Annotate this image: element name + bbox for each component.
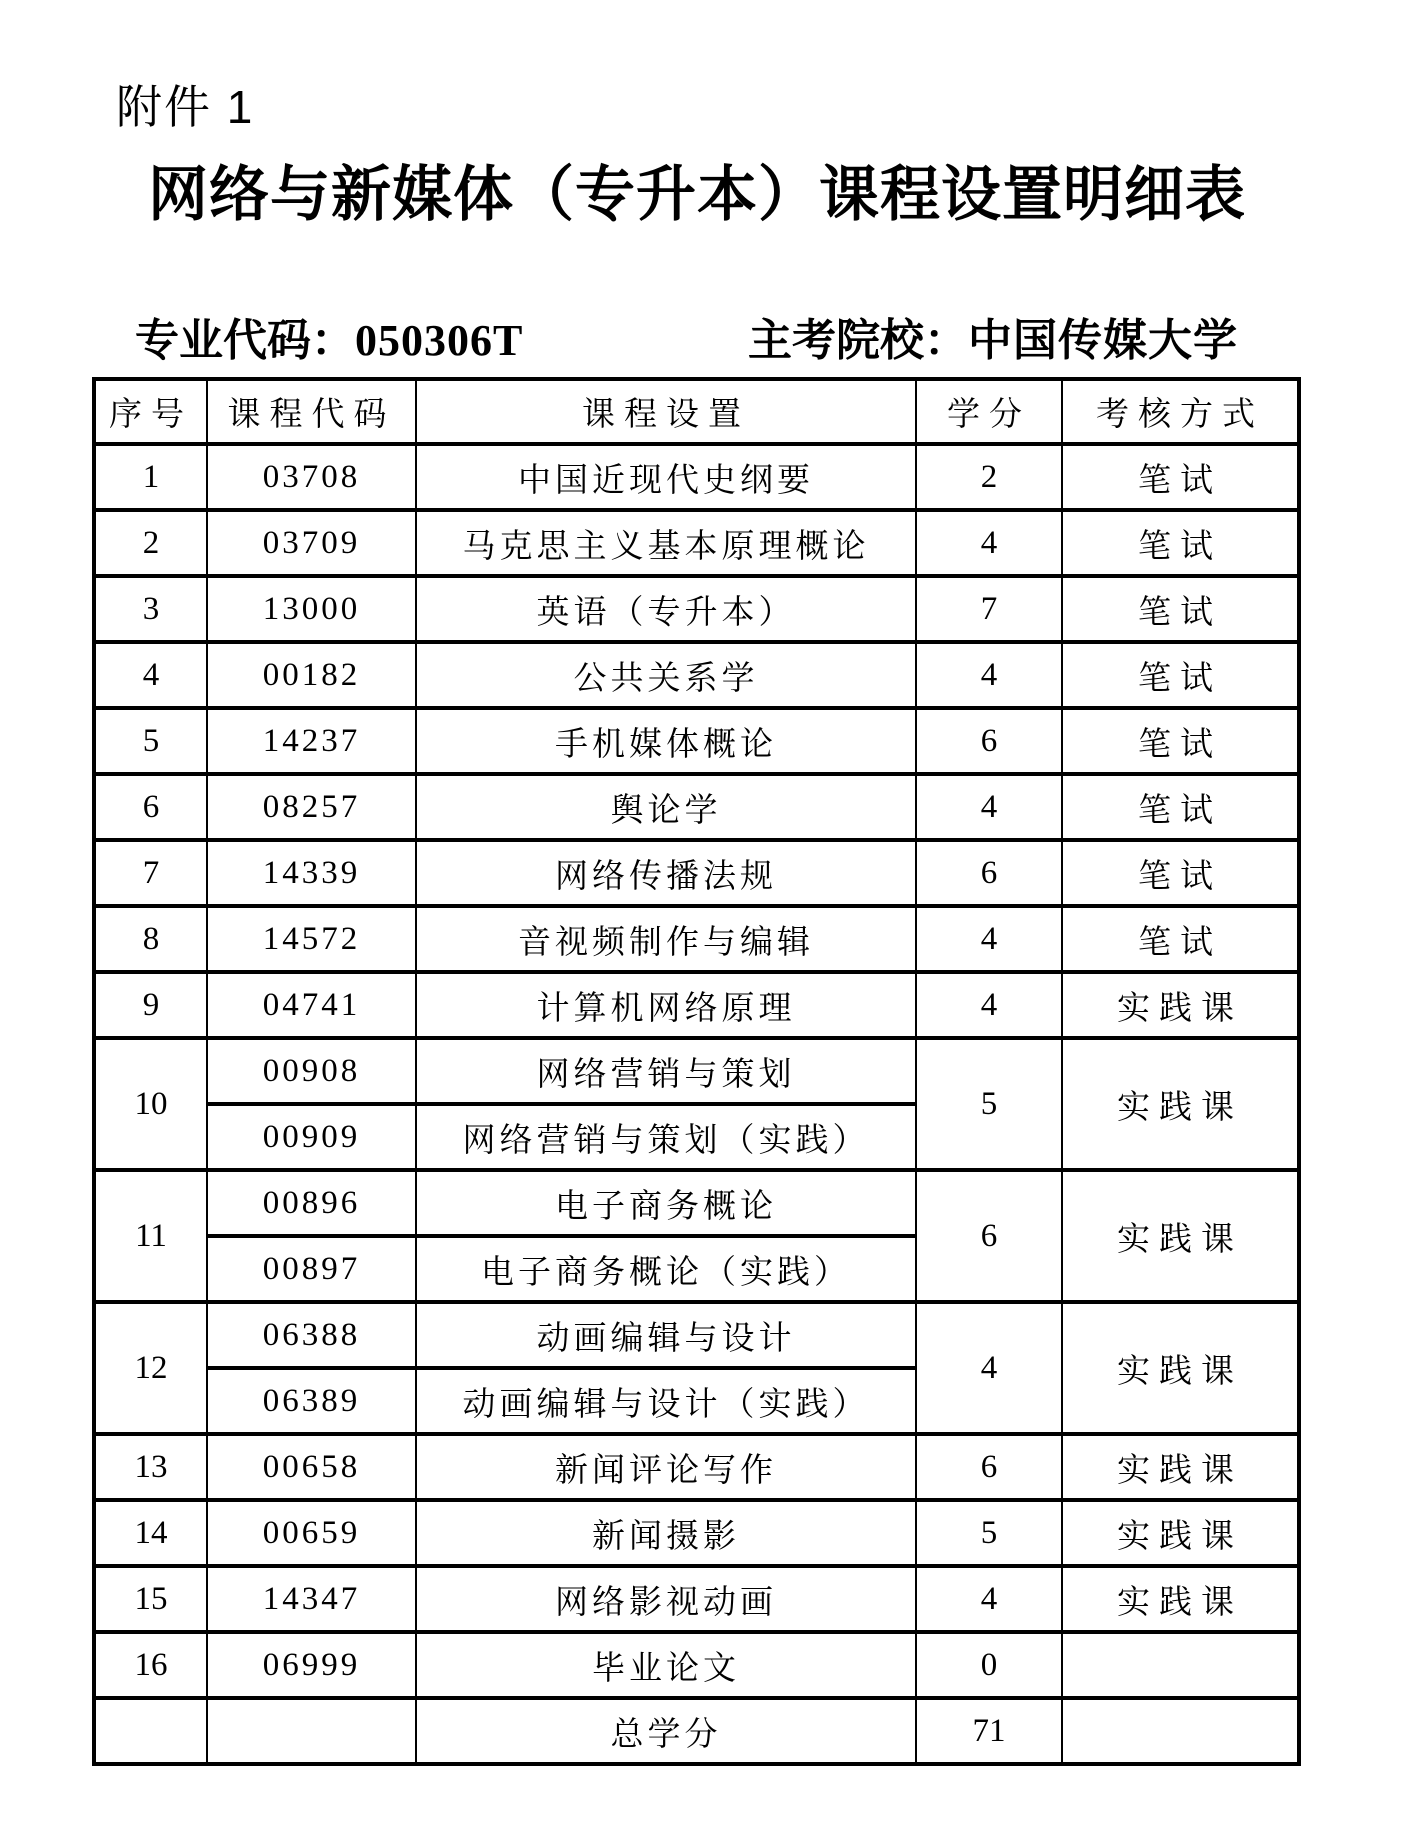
row-number-cell: 4: [94, 642, 207, 708]
credits-cell: 6: [916, 1170, 1062, 1302]
row-number-cell: 2: [94, 510, 207, 576]
major-code: [135, 316, 523, 366]
row-number-cell: 14: [94, 1500, 207, 1566]
table-row: [94, 1698, 1299, 1764]
header-cell-credits: 学分: [916, 379, 1062, 444]
credits-cell: 0: [916, 1632, 1062, 1698]
credits-cell: 6: [916, 840, 1062, 906]
course-name-cell: 手机媒体概论: [416, 708, 916, 774]
assessment-method-cell: 笔试: [1062, 840, 1299, 906]
assessment-method-cell: [1062, 1632, 1299, 1698]
course-code-cell: 06389: [207, 1368, 416, 1434]
meta-line: [0, 316, 1405, 366]
course-code-cell: 00658: [207, 1434, 416, 1500]
table-row: [94, 840, 1299, 906]
credits-cell: 6: [916, 1434, 1062, 1500]
table-row: [94, 510, 1299, 576]
credits-cell: 4: [916, 906, 1062, 972]
table-row: [94, 642, 1299, 708]
row-number-cell: 1: [94, 444, 207, 510]
row-number-cell: 16: [94, 1632, 207, 1698]
assessment-method-cell: 笔试: [1062, 444, 1299, 510]
assessment-method-cell: 实践课: [1062, 1038, 1299, 1170]
course-code-cell: 06388: [207, 1302, 416, 1368]
assessment-method-cell: 笔试: [1062, 774, 1299, 840]
row-number-cell: 12: [94, 1302, 207, 1434]
course-name-cell: 舆论学: [416, 774, 916, 840]
table-row: [94, 1434, 1299, 1500]
course-code-cell: 14237: [207, 708, 416, 774]
table-row: [94, 972, 1299, 1038]
row-number-cell: 13: [94, 1434, 207, 1500]
course-code-cell: 00897: [207, 1236, 416, 1302]
row-number-cell: 9: [94, 972, 207, 1038]
course-name-cell: 网络传播法规: [416, 840, 916, 906]
course-table-body: [94, 444, 1299, 1764]
credits-cell: 71: [916, 1698, 1062, 1764]
header-cell-no: 序号: [94, 379, 207, 444]
credits-cell: 5: [916, 1500, 1062, 1566]
course-name-cell: 动画编辑与设计: [416, 1302, 916, 1368]
course-name-cell: 音视频制作与编辑: [416, 906, 916, 972]
major-code-label: 专业代码：: [135, 316, 355, 365]
table-row: [94, 444, 1299, 510]
assessment-method-cell: 实践课: [1062, 1434, 1299, 1500]
table-row: [94, 906, 1299, 972]
assessment-method-cell: 实践课: [1062, 1170, 1299, 1302]
examining-school-label: 主考院校：: [748, 316, 968, 365]
course-name-cell: 网络营销与策划: [416, 1038, 916, 1104]
table-row: [94, 1566, 1299, 1632]
table-row: [94, 1038, 1299, 1104]
course-code-cell: 00182: [207, 642, 416, 708]
course-name-cell: 电子商务概论（实践）: [416, 1236, 916, 1302]
course-code-cell: 00909: [207, 1104, 416, 1170]
course-name-cell: 网络影视动画: [416, 1566, 916, 1632]
course-name-cell: 英语（专升本）: [416, 576, 916, 642]
table-header-row: [94, 379, 1299, 444]
course-name-cell: 电子商务概论: [416, 1170, 916, 1236]
credits-cell: 2: [916, 444, 1062, 510]
assessment-method-cell: [1062, 1698, 1299, 1764]
course-name-cell: 新闻评论写作: [416, 1434, 916, 1500]
assessment-method-cell: 实践课: [1062, 1500, 1299, 1566]
table-row: [94, 774, 1299, 840]
table-row: [94, 1170, 1299, 1236]
credits-cell: 6: [916, 708, 1062, 774]
row-number-cell: [94, 1698, 207, 1764]
examining-school: [748, 316, 1238, 366]
row-number-cell: 11: [94, 1170, 207, 1302]
major-code-value: 050306T: [355, 316, 524, 365]
course-name-cell: 新闻摄影: [416, 1500, 916, 1566]
course-code-cell: 00896: [207, 1170, 416, 1236]
course-code-cell: 00659: [207, 1500, 416, 1566]
course-code-cell: 06999: [207, 1632, 416, 1698]
credits-cell: 4: [916, 1566, 1062, 1632]
course-code-cell: 03708: [207, 444, 416, 510]
course-table: [92, 377, 1301, 1766]
assessment-method-cell: 笔试: [1062, 576, 1299, 642]
assessment-method-cell: 实践课: [1062, 1566, 1299, 1632]
table-row: [94, 1632, 1299, 1698]
assessment-method-cell: 实践课: [1062, 972, 1299, 1038]
row-number-cell: 3: [94, 576, 207, 642]
course-name-cell: 公共关系学: [416, 642, 916, 708]
row-number-cell: 6: [94, 774, 207, 840]
credits-cell: 7: [916, 576, 1062, 642]
row-number-cell: 8: [94, 906, 207, 972]
course-code-cell: 14347: [207, 1566, 416, 1632]
assessment-method-cell: 笔试: [1062, 708, 1299, 774]
credits-cell: 4: [916, 642, 1062, 708]
course-name-cell: 计算机网络原理: [416, 972, 916, 1038]
row-number-cell: 7: [94, 840, 207, 906]
assessment-method-cell: 实践课: [1062, 1302, 1299, 1434]
row-number-cell: 15: [94, 1566, 207, 1632]
attachment-label: 附件 1: [116, 81, 255, 133]
row-number-cell: 5: [94, 708, 207, 774]
course-name-cell: 网络营销与策划（实践）: [416, 1104, 916, 1170]
assessment-method-cell: 笔试: [1062, 510, 1299, 576]
header-cell-method: 考核方式: [1062, 379, 1299, 444]
course-name-cell: 动画编辑与设计（实践）: [416, 1368, 916, 1434]
course-code-cell: 13000: [207, 576, 416, 642]
assessment-method-cell: 笔试: [1062, 642, 1299, 708]
credits-cell: 4: [916, 510, 1062, 576]
row-number-cell: 10: [94, 1038, 207, 1170]
table-row: [94, 576, 1299, 642]
course-code-cell: 14339: [207, 840, 416, 906]
credits-cell: 4: [916, 972, 1062, 1038]
assessment-method-cell: 笔试: [1062, 906, 1299, 972]
credits-cell: 5: [916, 1038, 1062, 1170]
table-row: [94, 1500, 1299, 1566]
credits-cell: 4: [916, 1302, 1062, 1434]
page-title: 网络与新媒体（专升本）课程设置明细表: [148, 162, 1246, 228]
course-code-cell: 08257: [207, 774, 416, 840]
course-name-cell: 中国近现代史纲要: [416, 444, 916, 510]
course-code-cell: 04741: [207, 972, 416, 1038]
table-row: [94, 1302, 1299, 1368]
course-name-cell: 总学分: [416, 1698, 916, 1764]
course-name-cell: 毕业论文: [416, 1632, 916, 1698]
table-row: [94, 708, 1299, 774]
course-code-cell: 03709: [207, 510, 416, 576]
course-code-cell: [207, 1698, 416, 1764]
header-cell-code: 课程代码: [207, 379, 416, 444]
credits-cell: 4: [916, 774, 1062, 840]
examining-school-value: 中国传媒大学: [968, 316, 1238, 365]
course-name-cell: 马克思主义基本原理概论: [416, 510, 916, 576]
header-cell-name: 课程设置: [416, 379, 916, 444]
course-code-cell: 14572: [207, 906, 416, 972]
course-code-cell: 00908: [207, 1038, 416, 1104]
